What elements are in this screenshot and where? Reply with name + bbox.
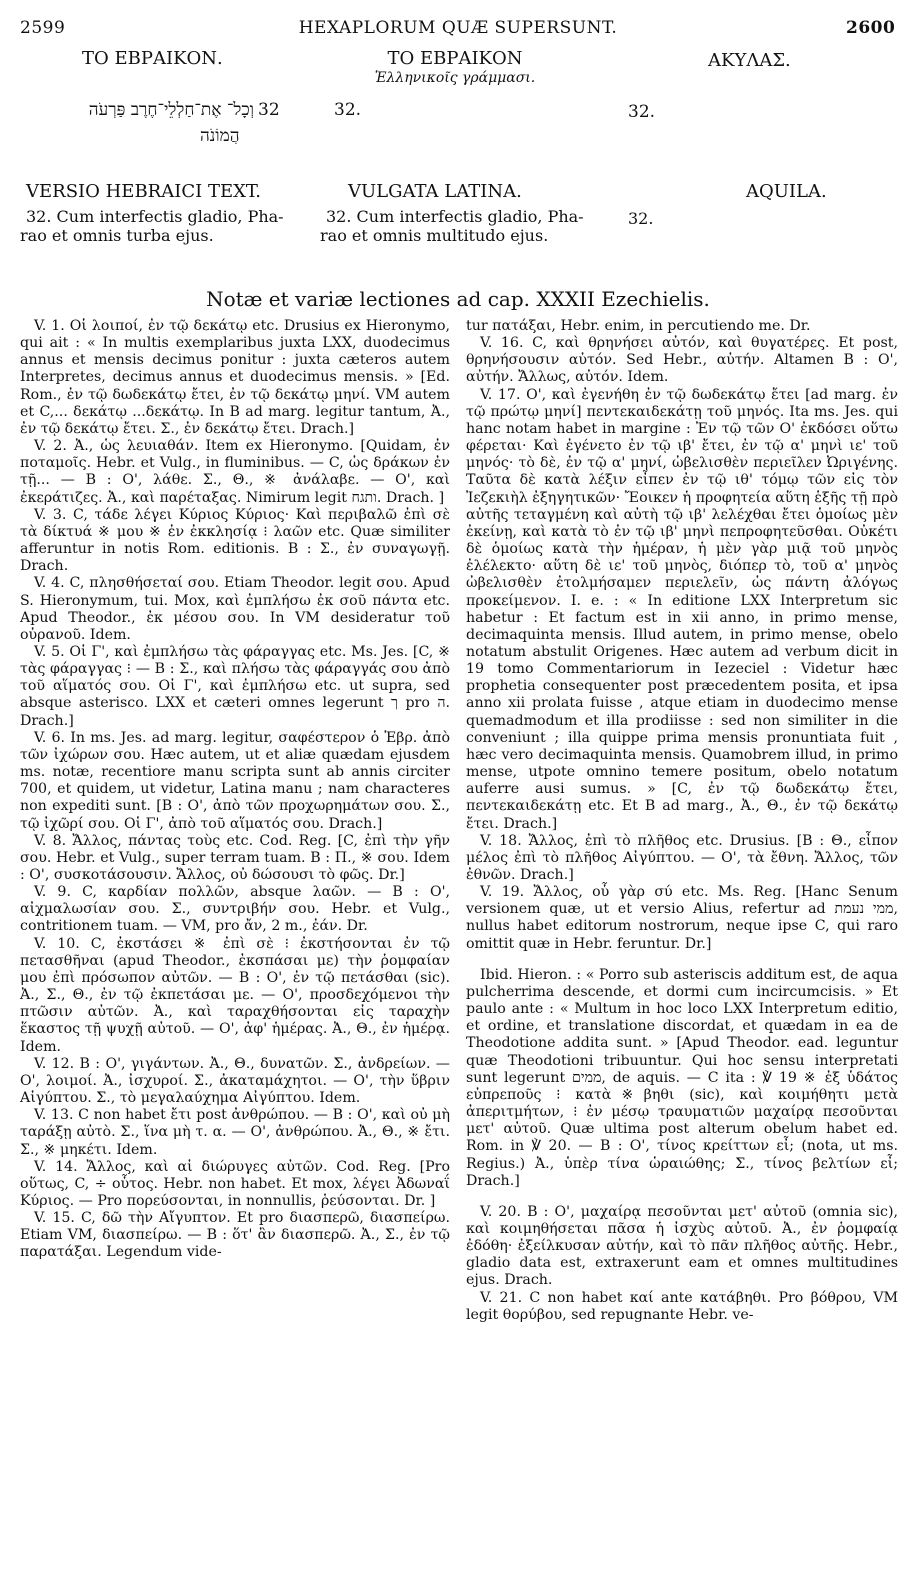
note-v18: V. 18. Ἄλλος, ἐπὶ τὸ πλῆθος etc. Drusius. [B : Θ., εἶπον μέλος ἐπὶ τὸ πλῆθος Αἰγύπτου. — Ο', τὰ ἔθνη. Ἄλλος, τῶν ἐθνῶν. Drach.]: [466, 832, 898, 883]
versio-line-1: 32. Cum interfectis gladio, Pha-: [26, 207, 284, 226]
notes-right-column: [466, 318, 898, 1324]
note-v16: V. 16. C, καὶ θρηνήσει αὐτόν, καὶ θυγατέρες. Et post, θρηνήσουσιν αὐτόν. Sed Hebr., αὐτήν. Altamen B : Ο', αὐτήν. Ἄλλως, αὐτόν. Idem.: [466, 335, 898, 386]
running-title: HEXAPLORUM QUÆ SUPERSUNT.: [298, 18, 618, 38]
note-v12: V. 12. B : Ο', γιγάντων. Ἀ., Θ., δυνατῶν. Σ., ἀνδρείων. — Ο', λοιμοί. Ἀ., ἰσχυροί. Σ., ἀκαταμάχητοι. — Ο', τὴν ὕβριν Αἰγύπτου. Σ., τὸ μεγαλαύχημα Αἰγύπτου. Idem.: [20, 1055, 450, 1107]
note-v19: V. 19. Ἄλλος, οὗ γὰρ σύ etc. Ms. Reg. [Hanc Senum versionem quæ, ut et versio Alius, refertur ad ממי נעמת, nullus habet editorum nostrorum, neque ipse C, qui raro omittit quæ in Hebr. feruntur. Dr.]: [466, 884, 898, 952]
col3-title: ΑΚΥΛΑΣ.: [708, 50, 791, 71]
hebrew-line-2: הֲמוֹנֹה: [200, 126, 240, 146]
vulgata-line-1: 32. Cum interfectis gladio, Pha-: [326, 207, 584, 226]
note-v1: V. 1. Οἱ λοιποί, ἐν τῷ δεκάτῳ etc. Drusius ex Hieronymo, qui ait : « In multis exemplaribus juxta LXX, duodecimus annus et mensis decimus ponitur : juxta cæteros autem Interpretes, decimus annus et duodecimus mensis. » [Ed. Rom., ἐν τῷ δωδεκάτῳ ἔτει, ἐν τῷ δεκάτῳ μηνί. VM autem et C,... δεκάτῳ ...δεκάτῳ. In B ad marg. legitur tantum, Ἀ., ἐν τῷ δεκάτῳ ἔτει. Σ., ἐν δεκάτῳ ἔτει. Drach.]: [20, 318, 450, 437]
hebrew-verse-number: 32: [258, 100, 280, 120]
note-v8: V. 8. Ἄλλος, πάντας τοὺς etc. Cod. Reg. [C, ἐπὶ τὴν γῆν σου. Hebr. et Vulg., super terram tuam. B : Π., ※ σου. Idem : Ο', συσκοτάσουσιν. Ἄλλος, οὐ δώσουσι τὸ φῶς. Dr.]: [20, 832, 450, 883]
vulgata-title: VULGATA LATINA.: [348, 181, 522, 202]
note-v21: V. 21. C non habet καί ante κατάβηθι. Pro βόθρου, VM legit θορύβου, sed repugnante Hebr. ve-: [466, 1289, 898, 1323]
note-v15: V. 15. C, δῶ τὴν Αἴγυπτον. Et pro διασπερῶ, διασπείρω. Etiam VM, διασπείρω. — B : ὅτ' ἂν διασπερῶ. Ἀ., Σ., ἐν τῷ παρατάξαι. Legendum vide-: [20, 1210, 450, 1261]
note-continuation: tur πατάξαι, Hebr. enim, in percutiendo me. Dr.: [466, 318, 811, 334]
hebrew-line-1: וְכָל־ אֶת־חַלְלֵי־חֶרֶב פַּרְעֹה: [88, 100, 254, 120]
notes-title: Notæ et variæ lectiones ad cap. XXXII Ezechielis.: [206, 287, 710, 311]
note-v6: V. 6. In ms. Jes. ad marg. legitur, σαφέστερον ὁ Ἑβρ. ἀπὸ τῶν ἰχώρων σου. Hæc autem, ut et aliæ quædam ejusdem ms. notæ, recentiore manu scripta sunt ab annis circiter 700, et quidem, ut videtur, Latina manu ; nam characteres non expediti sunt. [B : Ο', ἀπὸ τῶν προχωρημάτων σου. Σ., τῷ ἰχῶρί σου. Οἱ Γ', ἀπὸ τοῦ αἵματός σου. Drach.]: [20, 729, 450, 832]
note-v20: V. 20. B : Ο', μαχαίρᾳ πεσοῦνται μετ' αὐτοῦ (omnia sic), καὶ κοιμηθήσεται πᾶσα ἡ ἰσχὺς αὐτοῦ. Ἀ., ἐν ῥομφαίᾳ ἐδόθη· ἐξείλκυσαν αὐτήν, καὶ τὸ πᾶν πλῆθος αὐτῆς. Hebr., gladio data est, extraxerunt eam et omnes multitudines ejus. Drach.: [466, 1203, 898, 1289]
note-v4: V. 4. C, πλησθήσεταί σου. Etiam Theodor. legit σου. Apud S. Hieronymum, tui. Mox, καὶ ἐμπλήσω ἐκ σοῦ πάντα etc. Apud Theodor., ἐκ μέσου σου. In VM desideratur τοῦ οὐρανοῦ. Idem.: [20, 575, 450, 643]
versio-line-2: rao et omnis turba ejus.: [20, 226, 214, 245]
col2-title: ΤΟ ΕΒΡΑΙΚΟΝ: [387, 48, 523, 69]
vulgata-line-2: rao et omnis multitudo ejus.: [320, 226, 549, 245]
aquila-verse-number: 32.: [628, 102, 656, 122]
note-ibid-hieron: Ibid. Hieron. : « Porro sub asteriscis additum est, de aqua pulcherrima descende, et dormi cum incircumcisis. » Et paulo ante : « Multum in hoc loco LXX Interpretum editio, et ordine, et translatione discordat, et quædam in ea de Theodotione addita sunt. » [Apud Theodor. ead. leguntur quæ Theodotioni tribuuntur. Qui hoc sensu interpretati sunt legerunt ממים, de aquis. — C ita : ℣ 19 ※ ἐξ ὑδάτος εὐπρεποῦς ⁝ κατὰ※βηθι (sic), καὶ κοιμήθητι μετὰ ἀπεριτμήτων, ⁝ ἐν μέσῳ τραυματιῶν μαχαίρᾳ πεσοῦνται μετ' αὐτοῦ. Quæ ultima post alterum obelum habet ed. Rom. in ℣ 20. — B : Ο', τίνος κρείττων εἶ; (nota, ut ms. Regius.) Ἀ., ὑπὲρ τίνα ὡραιώθης; Σ., τίνος βελτίων εἶ; Drach.]: [466, 966, 898, 1189]
col2-subtitle: Ἑλληνικοῖς γράμμασι.: [374, 70, 536, 86]
versio-title: VERSIO HEBRAICI TEXT.: [26, 181, 261, 202]
note-v14: V. 14. Ἄλλος, καὶ αἱ διώρυγες αὐτῶν. Cod. Reg. [Pro οὕτως, C, ÷ οὗτος. Hebr. non habet. Et mox, λέγει Ἀδωναΐ Κύριος. — Pro πορεύσονται, in nonnullis, ῥεύσονται. Dr. ]: [20, 1158, 450, 1209]
note-v3: V. 3. C, τάδε λέγει Κύριος Κύριος· Καὶ περιβαλῶ ἐπὶ σὲ τὰ δίκτυά ※ μου ※ ἐν ἐκκλησίᾳ ⁝ λαῶν etc. Quæ similiter afferuntur in notis Rom. editionis. B : Σ., ἐν συναγωγῇ. Drach.: [20, 506, 450, 575]
note-v5: V. 5. Οἱ Γ', καὶ ἐμπλήσω τὰς φάραγγας etc. Ms. Jes. [C, ※ τὰς φάραγγας ⁝ — B : Σ., καὶ πλήσω τὰς φάραγγάς σου ἀπὸ τοῦ αἵματός σου. Οἱ Γ', καὶ ἐμπλήσω etc. ut supra, sed absque asterisco. LXX et cæteri omnes legerunt ך pro ה. Drach.]: [20, 643, 450, 729]
notes-left-column: [20, 318, 450, 1262]
note-v2: V. 2. Ἀ., ὡς λευιαθάν. Item ex Hieronymo. [Quidam, ἐν ποταμοῖς. Hebr. et Vulg., in fluminibus. — C, ὡς δράκων ἐν τῇ... — B : Ο', λάθε. Σ., Θ., ※ ἀνάλαβε. — Ο', καὶ ἐκεράτιζες. Ἀ., καὶ παρέταξας. Nimirum legit ותגח. Drach. ]: [20, 438, 450, 506]
page-number-left: 2599: [20, 18, 66, 38]
col1-title: ΤΟ ΕΒΡΑΙΚΟΝ.: [82, 48, 223, 69]
note-v13: V. 13. C non habet ἔτι post ἀνθρώπου. — B : Ο', καὶ οὐ μὴ ταράξῃ αὐτὸ. Σ., ἵνα μὴ τ. α. — Ο', ἀνθρώπου. Ἀ., Θ., ※ ἔτι. Σ., ※ μηκέτι. Idem.: [20, 1107, 450, 1158]
note-v17: V. 17. Ο', καὶ ἐγενήθη ἐν τῷ δωδεκάτῳ ἔτει [ad marg. ἐν τῷ πρώτῳ μηνί] πεντεκαιδεκάτῃ τοῦ μηνός. Ita ms. Jes. qui hanc notam habet in margine : Ἐν τῷ τῶν Ο' ἐκδόσει οὕτω φέρεται· Καὶ ἐγένετο ἐν τῷ ιβ' ἔτει, ἐν τῷ α' μηνὶ ιε' τοῦ μηνός· τὸ δὲ, ἐν τῷ α' μηνί, ὠβελισθὲν περιεῖλεν Ὠριγένης. Ταῦτα δὲ κατὰ λέξιν εἶπεν ἐν τῷ ιθ' τόμῳ τῶν εἰς τὸν Ἰεζεκιὴλ ἐξηγητικῶν· Ἔοικεν ἡ προφητεία αὕτη ἑξῆς τῇ πρὸ αὐτῆς τεταγμένη καὶ αὐτὴ τῷ ιβ' λελέχθαι ἔτει ὁμοίως μὲν ἐκείνῃ, καὶ κατὰ τὸ ἐν τῷ ιβ' μηνὶ πεπροφητεῦσθαι. Οὐκέτι δὲ ὁμοίως κατὰ τὴν ἡμέραν, ἡ μὲν γὰρ μιᾷ τοῦ μηνὸς ἐλέλεκτο· αὕτη δὲ ιε' τοῦ μηνὸς, διόπερ τὸ, τοῦ α' μηνὸς ὠβελισθὲν ἐτολμήσαμεν περιελεῖν, ὡς πάντη ἀλόγως προκείμενον. I. e. : « In editione LXX Interpretum sic habetur : Et factum est in xii anno, in primo mense, decimaquinta mensis. Illud autem, in primo mense, obelo notatum abstulit Origenes. Hæc autem ad verbum dicit in 19 tomo Commentariorum in Iezeciel : Videtur hæc prophetia consequenter post præcedentem posita, et ipsa anno xii prolata fuisse , atque etiam in duodecimo mense quemadmodum et illa prodiisse : sed non similiter in die conveniunt ; illa quippe prima mensis pronuntiata fuit , hæc vero decimaquinta mensis. Quamobrem illud, in primo mense, utpote omnino temere positum, obelo notatum auferre ausi sumus. » [C, ἐν τῷ δωδεκάτῳ ἔτει, πεντεκαιδεκάτῃ etc. Et B ad marg., Ἀ., Θ., ἐν τῷ δεκάτῳ ἔτει. Drach.]: [466, 386, 898, 832]
note-v10: V. 10. C, ἐκστάσει ※ ἐπὶ σὲ ⁝ ἐκστήσονται ἐν τῷ πετασθῆναι (apud Theodor., ἐκσπάσαι με) τὴν ῥομφαίαν μου ἐπὶ πρόσωπον αὐτῶν. — B : Ο', ἐν τῷ πετάσθαι (sic). Ἀ., Σ., Θ., ἐν τῷ ἐκπετάσαι με. — Ο', προσδεχόμενοι τὴν πτῶσιν αὐτῶν. Ἀ., καὶ ταραχθήσονται εἰς ταραχὴν ἕκαστος τῇ ψυχῇ αὐτοῦ. — Ο', ἀφ' ἡμέρας. Ἀ., Θ., ἐν ἡμέρᾳ. Idem.: [20, 935, 450, 1055]
aquila-title: AQUILA.: [746, 181, 827, 202]
aquila-text: 32.: [628, 209, 654, 228]
transliteration-verse-number: 32.: [334, 100, 362, 120]
note-v9: V. 9. C, καρδίαν πολλῶν, absque λαῶν. — B : Ο', αἰχμαλωσίαν σου. Σ., συντριβήν σου. Hebr. et Vulg., contritionem tuam. — VM, pro ἄν, 2 m., ἐάν. Dr.: [20, 884, 450, 935]
page-number-right: 2600: [846, 18, 896, 38]
